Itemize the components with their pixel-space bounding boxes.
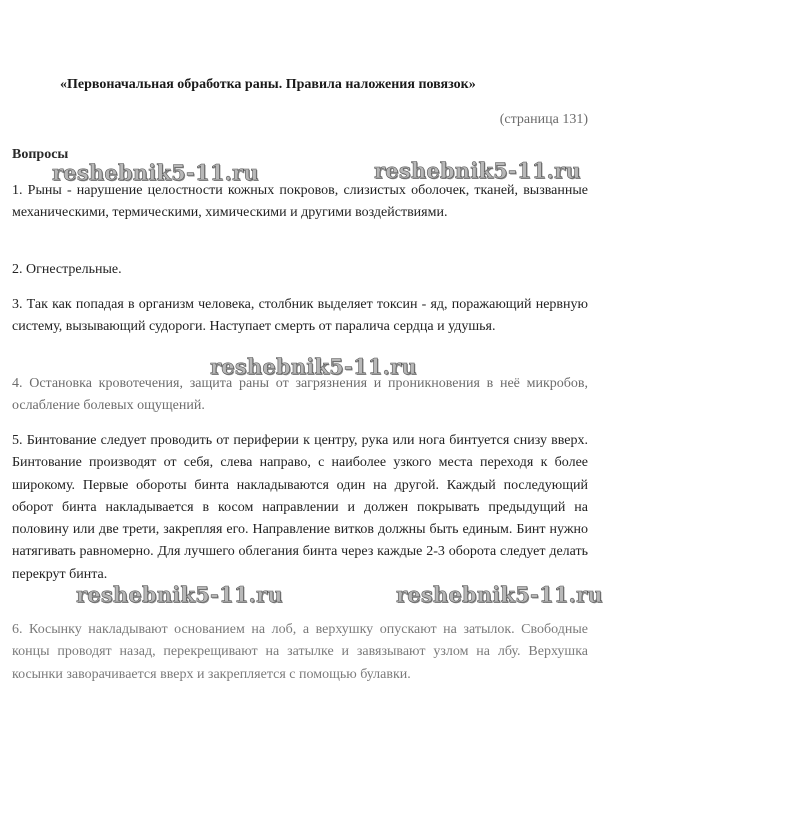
watermark-logo: reshebnik5-11.ru (76, 582, 283, 607)
watermark-logo: reshebnik5-11.ru (374, 158, 581, 183)
document-title: «Первоначальная обработка раны. Правила наложения повязок» (60, 77, 476, 92)
answer-paragraph-5: 5. Бинтование следует проводить от периферии к центру, рука или нога бинтуется снизу вверх. Бинтование производят от себя, слева направо, с наиболее узкого места переходя к более широкому. Первые обороты бинта накладываются один на другой. Каждый последующий оборот бинта накладывается в косом направлении и должен покрывать предыдущий на половину или две трети, закрепляя его. Направление витков должны быть единым. Бинт нужно натягивать равномерно. Для лучшего облегания бинта через каждые 2-3 оборота следует делать перекрут бинта. (12, 433, 588, 582)
answer-paragraph-1: 1. Рыны - нарушение целостности кожных покровов, слизистых оболочек, тканей, вызванные механическими, термическими, химическими и другими воздействиями. (12, 183, 588, 221)
document-page (12, 0, 603, 833)
page-reference: (страница 131) (499, 112, 588, 127)
watermark-logo: reshebnik5-11.ru (396, 582, 603, 607)
answer-paragraph-6: 6. Косынку накладывают основанием на лоб, а верхушку опускают на затылок. Свободные концы проводят назад, перекрещивают на затылке и завязывают узлом на лбу. Верхушка косынки заворачивается вверх и закрепляется с помощью булавки. (12, 622, 588, 682)
answer-paragraph-4: 4. Остановка кровотечения, защита раны от загрязнения и проникновения в неё микробов, ослабление болевых ощущений. (12, 376, 588, 414)
watermark-logo: reshebnik5-11.ru (52, 160, 259, 185)
answer-paragraph-2: 2. Огнестрельные. (12, 262, 122, 277)
answer-paragraph-3: 3. Так как попадая в организм человека, столбник выделяет токсин - яд, поражающий нервную систему, вызывающий судороги. Наступает смерть от паралича сердца и удушья. (12, 297, 588, 335)
questions-heading: Вопросы (12, 147, 69, 162)
watermark-logo: reshebnik5-11.ru (210, 354, 417, 379)
